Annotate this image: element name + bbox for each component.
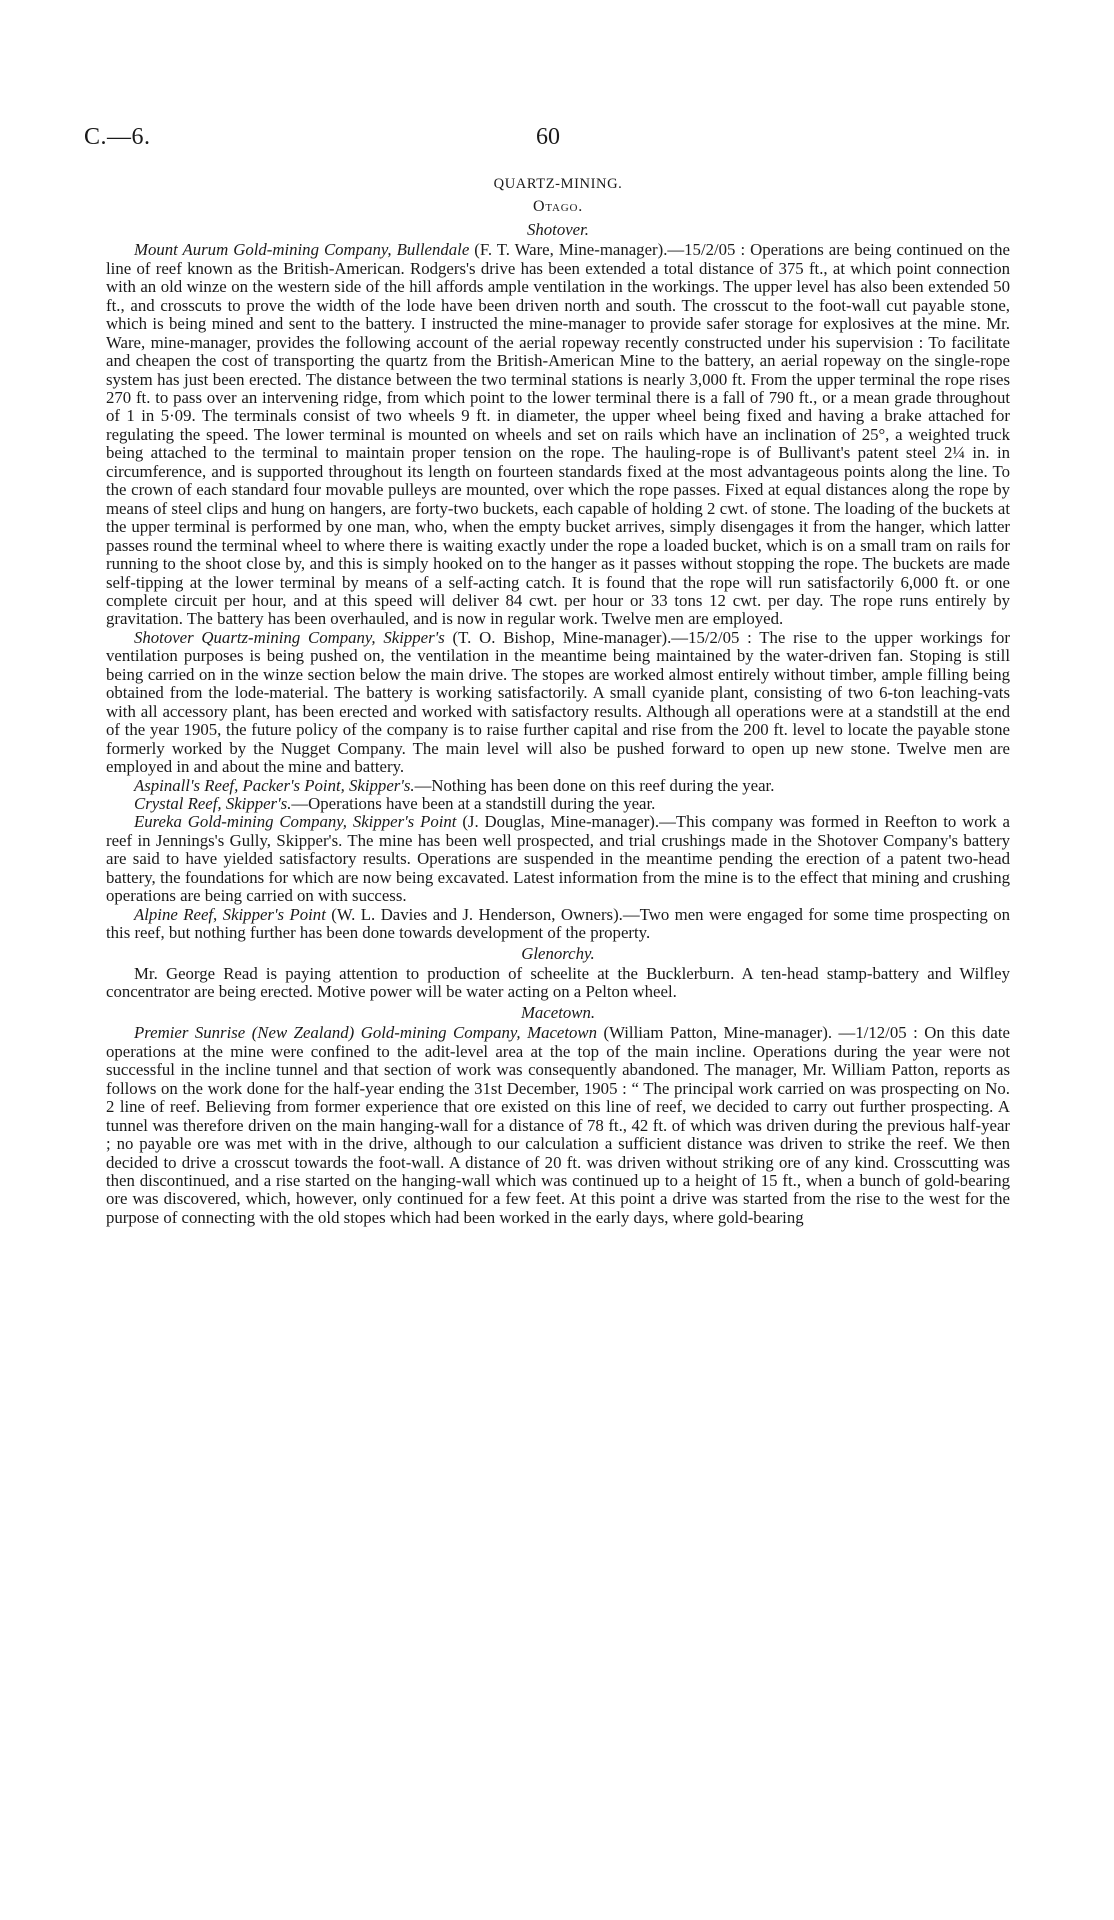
paragraph-text: (T. O. Bishop, Mine-manager).—15/2/05 : The rise to the upper workings for ventilation purposes is being pushed on, the ventilation in the meantime being maintained by the water-driven fan. Stoping is still being carried on in the winze section below the main drive. The stopes are worked almost entirely without timber, ample filling being obtained from the lode-material. The battery is working satisfactorily. A small cyanide plant, consisting of two 6-ton leaching-vats with all accessory plant, has been erected and worked with satisfactory results. Although all operations were at a standstill at the end of the year 1905, the future policy of the company is to raise further capital and rise from the 200 ft. level to locate the payable stone formerly worked by the Nugget Company. The main level will also be pushed forward to open up new stone. Twelve men are employed in and about the mine and battery.	[106, 627, 1010, 777]
page-number: 60	[536, 124, 560, 150]
paragraph-text: (J. Douglas, Mine-manager).—This company was formed in Reefton to work a reef in Jennings's Gully, Skipper's. The mine has been well prospected, and trial crushings made in the Shotover Company's battery are said to have yielded satisfactory results. Operations are suspended in the meantime pending the erection of a patent two-head battery, the foundations for which are now being excavated. Latest information from the mine is to the effect that mining and crushing operations are being carried on with success.	[106, 812, 1010, 906]
paragraph-shotover-quartz	[106, 629, 1010, 777]
body-text	[106, 175, 1010, 1227]
paragraph-lead: Shotover Quartz-mining Company, Skipper's	[134, 627, 445, 647]
paragraph-aspinall	[106, 777, 1010, 795]
paragraph-eureka	[106, 813, 1010, 905]
paragraph-alpine	[106, 906, 1010, 943]
paragraph-crystal	[106, 795, 1010, 813]
paragraph-mount-aurum	[106, 241, 1010, 629]
paragraph-lead: Alpine Reef, Skipper's Point	[134, 904, 326, 924]
district-heading-shotover: Shotover.	[527, 219, 589, 239]
paragraph-text: —Operations have been at a standstill during the year.	[291, 793, 656, 813]
paragraph-lead: Mount Aurum Gold-mining Company, Bullendale	[134, 240, 470, 260]
district-heading-macetown: Macetown.	[520, 1002, 596, 1022]
paragraph-text: (W. L. Davies and J. Henderson, Owners).—Two men were engaged for some time prospecting on this reef, but nothing further has been done towards development of the property.	[106, 904, 1010, 943]
section-heading: QUARTZ-MINING.	[493, 176, 623, 192]
paragraph-lead: Crystal Reef, Skipper's.	[134, 793, 292, 813]
document-code: C.—6.	[84, 124, 151, 150]
paragraph-glenorchy	[106, 965, 1010, 1002]
region-heading: Otago.	[532, 198, 584, 216]
paragraph-lead: Eureka Gold-mining Company, Skipper's Point	[134, 812, 457, 832]
paragraph-text: (William Patton, Mine-manager). —1/12/05 : On this date operations at the mine were confined to the adit-level area at the top of the main incline. Operations during the year were not successful in the incline tunnel and that section of work was consequently abandoned. The manager, Mr. William Patton, reports as follows on the work done for the half-year ending the 31st December, 1905 : “ The principal work carried on was prospecting on No. 2 line of reef. Believing from former experience that ore existed on this line of reef, we decided to carry out further prospecting. A tunnel was therefore driven on the main hanging-wall for a distance of 78 ft., 42 ft. of which was driven during the previous half-year ; no payable ore was met with in the drive, although to our calculation a sufficient distance was driven to strike the reef. We then decided to drive a crosscut towards the foot-wall. A distance of 20 ft. was driven without striking ore of any kind. Crosscutting was then discontinued, and a rise started on the hanging-wall which was continued up to a height of 15 ft., when a bunch of gold-bearing ore was discovered, which, however, only continued for a few feet. At this point a drive was started from the rise to the west for the purpose of connecting with the old stopes which had been worked in the early days, where gold-bearing	[106, 1023, 1010, 1227]
paragraph-premier-sunrise	[106, 1024, 1010, 1227]
district-heading-glenorchy: Glenorchy.	[521, 943, 595, 963]
paragraph-text: Mr. George Read is paying attention to production of scheelite at the Bucklerburn. A ten-head stamp-battery and Wilfley concentrator are being erected. Motive power will be water acting on a Pelton wheel.	[106, 964, 1010, 1002]
paragraph-text: (F. T. Ware, Mine-manager).—15/2/05 : Operations are being continued on the line of reef known as the British-American. Rodgers's drive has been extended a total distance of 375 ft., at which point connection with an old winze on the western side of the hill affords ample ventilation in the workings. The upper level has also been extended 50 ft., and crosscuts to prove the width of the lode have been driven north and south. The crosscut to the foot-wall cut payable stone, which is being mined and sent to the battery. I instructed the mine-manager to provide safer storage for explosives at the mine. Mr. Ware, mine-manager, provides the following account of the aerial ropeway recently constructed under his supervision : To facilitate and cheapen the cost of transporting the quartz from the British-American Mine to the battery, an aerial ropeway on the single-rope system has just been erected. The distance between the two terminal stations is nearly 3,000 ft. From the upper terminal the rope rises 270 ft. to pass over an intervening ridge, from which point to the lower terminal there is a fall of 790 ft., or a mean grade throughout of 1 in 5·09. The terminals consist of two wheels 9 ft. in diameter, the upper wheel being fixed and having a brake attached for regulating the speed. The lower terminal is mounted on wheels and set on rails which have an inclination of 25°, a weighted truck being attached to the terminal to maintain proper tension on the rope. The hauling-rope is of Bullivant's patent steel 2¼ in. in circumference, and is supported throughout its length on fourteen standards fixed at the most advantageous points along the line. To the crown of each standard four movable pulleys are mounted, over which the rope passes. Fixed at equal distances along the rope by means of steel clips and hung on hangers, are forty-two buckets, each capable of holding 2 cwt. of stone. The loading of the buckets at the upper terminal is performed by one man, who, when the empty bucket arrives, simply disengages it from the hanger, which latter passes round the terminal wheel to where there is waiting exactly under the rope a loaded bucket, which is on a small tram on rails for running to the shoot close by, and this is simply hooked on to the hanger as it passes without stopping the rope. The buckets are made self-tipping at the lower terminal by means of a self-acting catch. It is found that the rope will run satisfactorily 6,000 ft. or one complete circuit per hour, and at this speed will deliver 84 cwt. per hour or 33 tons 12 cwt. per day. The rope runs entirely by gravitation. The battery has been overhauled, and is now in regular work. Twelve men are employed.	[106, 240, 1010, 629]
paragraph-lead: Aspinall's Reef, Packer's Point, Skipper's.	[134, 775, 415, 795]
paragraph-text: —Nothing has been done on this reef during the year.	[414, 775, 775, 795]
paragraph-lead: Premier Sunrise (New Zealand) Gold-mining Company, Macetown	[134, 1023, 597, 1043]
